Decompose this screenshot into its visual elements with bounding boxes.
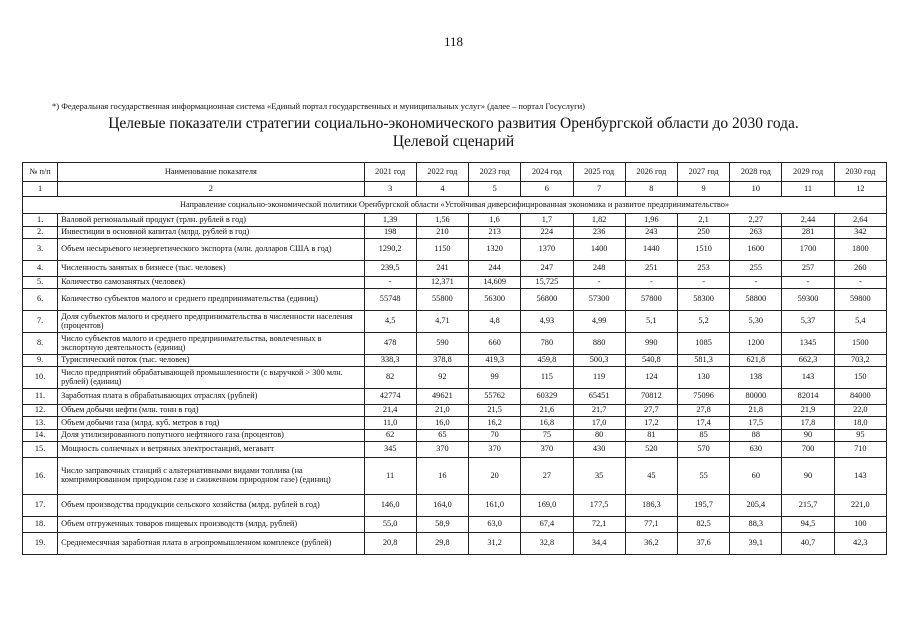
- column-number: 12: [834, 182, 886, 197]
- indicator-value: 82014: [782, 389, 834, 405]
- indicator-value: 213: [469, 227, 521, 239]
- indicator-value: 16,0: [416, 417, 468, 430]
- indicator-value: 31,2: [469, 533, 521, 555]
- column-number: 10: [730, 182, 782, 197]
- indicator-name: Число заправочных станций с альтернативными видами топлива (на компримированном природном газе и сжиженном природном газе) (единиц): [58, 458, 364, 495]
- table-row: [23, 289, 887, 311]
- column-number: 4: [416, 182, 468, 197]
- indicator-value: 75096: [677, 389, 729, 405]
- section-row: [23, 197, 887, 214]
- indicator-value: 67,4: [521, 517, 573, 533]
- indicator-value: 18,0: [834, 417, 886, 430]
- indicator-name: Количество субъектов малого и среднего предпринимательства (единиц): [58, 289, 364, 311]
- indicator-value: 143: [782, 367, 834, 389]
- indicator-value: 169,0: [521, 495, 573, 517]
- header-cell: 2030 год: [834, 163, 886, 182]
- indicator-value: 186,3: [625, 495, 677, 517]
- indicator-value: 1,82: [573, 214, 625, 227]
- indicator-value: 22,0: [834, 405, 886, 417]
- indicator-value: 11: [364, 458, 416, 495]
- indicator-value: -: [730, 277, 782, 289]
- indicator-value: 281: [782, 227, 834, 239]
- row-number: 9.: [23, 355, 58, 367]
- table-row: [23, 430, 887, 442]
- row-number: 4.: [23, 261, 58, 277]
- table-row: [23, 239, 887, 261]
- indicator-value: 100: [834, 517, 886, 533]
- indicator-value: 345: [364, 442, 416, 458]
- table-row: [23, 277, 887, 289]
- indicator-name: Объем добычи газа (млрд. куб. метров в год): [58, 417, 364, 430]
- indicator-value: 58300: [677, 289, 729, 311]
- indicator-value: 57300: [573, 289, 625, 311]
- indicator-value: 430: [573, 442, 625, 458]
- indicator-value: 1085: [677, 333, 729, 355]
- indicator-value: 255: [730, 261, 782, 277]
- indicator-value: 60: [730, 458, 782, 495]
- indicator-value: 1440: [625, 239, 677, 261]
- indicator-value: 84000: [834, 389, 886, 405]
- indicator-value: 146,0: [364, 495, 416, 517]
- indicator-value: 42,3: [834, 533, 886, 555]
- indicator-value: 75: [521, 430, 573, 442]
- indicator-value: 17,2: [625, 417, 677, 430]
- indicator-value: 5,1: [625, 311, 677, 333]
- indicator-value: 700: [782, 442, 834, 458]
- indicator-value: 59800: [834, 289, 886, 311]
- table-row: [23, 227, 887, 239]
- indicator-name: Мощность солнечных и ветряных электростанций, мегаватт: [58, 442, 364, 458]
- indicator-value: 63,0: [469, 517, 521, 533]
- indicator-value: 29,8: [416, 533, 468, 555]
- indicator-value: 35: [573, 458, 625, 495]
- indicator-value: 65451: [573, 389, 625, 405]
- indicator-value: 62: [364, 430, 416, 442]
- table-row: [23, 495, 887, 517]
- row-number: 1.: [23, 214, 58, 227]
- header-cell: 2025 год: [573, 163, 625, 182]
- indicator-value: 21,5: [469, 405, 521, 417]
- indicator-value: 247: [521, 261, 573, 277]
- indicator-value: 42774: [364, 389, 416, 405]
- indicator-value: 150: [834, 367, 886, 389]
- header-cell: 2022 год: [416, 163, 468, 182]
- indicator-value: 27,8: [677, 405, 729, 417]
- indicator-value: 37,6: [677, 533, 729, 555]
- indicator-value: 581,3: [677, 355, 729, 367]
- header-cell: Наименование показателя: [58, 163, 364, 182]
- indicator-value: -: [677, 277, 729, 289]
- indicator-value: 260: [834, 261, 886, 277]
- indicator-value: 55748: [364, 289, 416, 311]
- column-number: 5: [469, 182, 521, 197]
- indicator-value: 478: [364, 333, 416, 355]
- row-number: 16.: [23, 458, 58, 495]
- column-number: 3: [364, 182, 416, 197]
- indicator-name: Число субъектов малого и среднего предпринимательства, вовлеченных в экспортную деятельность (единиц): [58, 333, 364, 355]
- indicator-name: Объем производства продукции сельского хозяйства (млрд. рублей в год): [58, 495, 364, 517]
- indicator-value: 59300: [782, 289, 834, 311]
- indicator-value: 459,8: [521, 355, 573, 367]
- indicator-value: 161,0: [469, 495, 521, 517]
- indicator-value: 5,2: [677, 311, 729, 333]
- indicator-value: 40,7: [782, 533, 834, 555]
- indicator-value: 338,3: [364, 355, 416, 367]
- indicator-value: 370: [521, 442, 573, 458]
- indicator-value: 56300: [469, 289, 521, 311]
- header-cell: 2029 год: [782, 163, 834, 182]
- indicator-value: 55762: [469, 389, 521, 405]
- indicator-value: 99: [469, 367, 521, 389]
- indicator-value: 92: [416, 367, 468, 389]
- table-row: [23, 442, 887, 458]
- indicator-value: 85: [677, 430, 729, 442]
- indicator-value: 4,71: [416, 311, 468, 333]
- indicator-value: 236: [573, 227, 625, 239]
- indicator-value: 17,5: [730, 417, 782, 430]
- indicator-value: 55,0: [364, 517, 416, 533]
- indicator-value: 1200: [730, 333, 782, 355]
- indicator-value: 4,99: [573, 311, 625, 333]
- title-line-1: Целевые показатели стратегии социально-экономического развития Оренбургской области до 2030 года.: [108, 115, 799, 132]
- indicator-name: Туристический поток (тыс. человек): [58, 355, 364, 367]
- indicator-value: 244: [469, 261, 521, 277]
- indicator-value: 11,0: [364, 417, 416, 430]
- table-row: [23, 367, 887, 389]
- page-number: 118: [443, 34, 464, 49]
- indicator-value: 221,0: [834, 495, 886, 517]
- indicator-value: -: [625, 277, 677, 289]
- row-number: 11.: [23, 389, 58, 405]
- header-cell: № п/п: [23, 163, 58, 182]
- column-number: 9: [677, 182, 729, 197]
- indicator-value: -: [782, 277, 834, 289]
- indicator-value: 21,6: [521, 405, 573, 417]
- indicator-value: 82: [364, 367, 416, 389]
- header-cell: 2028 год: [730, 163, 782, 182]
- indicator-value: 215,7: [782, 495, 834, 517]
- indicator-value: 39,1: [730, 533, 782, 555]
- indicator-value: 56800: [521, 289, 573, 311]
- header-cell: 2027 год: [677, 163, 729, 182]
- indicator-value: 703,2: [834, 355, 886, 367]
- table-row: [23, 533, 887, 555]
- indicator-value: 124: [625, 367, 677, 389]
- indicator-name: Объем отгруженных товаров пищевых производств (млрд. рублей): [58, 517, 364, 533]
- indicator-value: 5,30: [730, 311, 782, 333]
- column-number: 6: [521, 182, 573, 197]
- indicator-value: 55800: [416, 289, 468, 311]
- indicator-name: Инвестиции в основной капитал (млрд. рублей в год): [58, 227, 364, 239]
- row-number: 12.: [23, 405, 58, 417]
- row-number: 15.: [23, 442, 58, 458]
- indicator-value: -: [834, 277, 886, 289]
- row-number: 2.: [23, 227, 58, 239]
- indicator-value: 65: [416, 430, 468, 442]
- table-row: [23, 333, 887, 355]
- table-row: [23, 355, 887, 367]
- indicator-value: -: [364, 277, 416, 289]
- header-row: [23, 163, 887, 182]
- indicator-value: 82,5: [677, 517, 729, 533]
- indicator-value: 630: [730, 442, 782, 458]
- indicator-value: 49621: [416, 389, 468, 405]
- indicator-value: 16,2: [469, 417, 521, 430]
- indicator-value: 419,3: [469, 355, 521, 367]
- indicator-value: 257: [782, 261, 834, 277]
- indicator-value: 1320: [469, 239, 521, 261]
- indicator-value: 27,7: [625, 405, 677, 417]
- indicator-value: 1,7: [521, 214, 573, 227]
- footnote: *) Федеральная государственная информационная система «Единый портал государственных и муниципальных услуг» (далее – портал Госуслуги): [52, 101, 585, 111]
- indicator-value: 210: [416, 227, 468, 239]
- indicator-value: 1600: [730, 239, 782, 261]
- indicator-value: 58800: [730, 289, 782, 311]
- indicator-value: 119: [573, 367, 625, 389]
- indicator-value: 1370: [521, 239, 573, 261]
- header-cell: 2021 год: [364, 163, 416, 182]
- header-cell: 2024 год: [521, 163, 573, 182]
- indicator-value: 370: [416, 442, 468, 458]
- indicator-value: 621,8: [730, 355, 782, 367]
- indicator-value: 239,5: [364, 261, 416, 277]
- indicator-value: 20: [469, 458, 521, 495]
- indicator-value: 1,39: [364, 214, 416, 227]
- indicator-value: 130: [677, 367, 729, 389]
- indicator-value: 2,27: [730, 214, 782, 227]
- column-number-row: [23, 182, 887, 197]
- indicator-value: 4,8: [469, 311, 521, 333]
- indicator-value: 177,5: [573, 495, 625, 517]
- indicator-value: 2,44: [782, 214, 834, 227]
- indicator-value: 500,3: [573, 355, 625, 367]
- indicator-value: 540,8: [625, 355, 677, 367]
- indicator-value: 21,8: [730, 405, 782, 417]
- indicator-value: 1800: [834, 239, 886, 261]
- table-row: [23, 311, 887, 333]
- indicator-value: 72,1: [573, 517, 625, 533]
- indicator-name: Среднемесячная заработная плата в агропромышленном комплексе (рублей): [58, 533, 364, 555]
- indicator-value: 570: [677, 442, 729, 458]
- indicator-value: 57800: [625, 289, 677, 311]
- indicator-value: 90: [782, 458, 834, 495]
- indicator-value: 16,8: [521, 417, 573, 430]
- indicator-value: 90: [782, 430, 834, 442]
- indicator-value: 660: [469, 333, 521, 355]
- indicator-value: 55: [677, 458, 729, 495]
- indicator-value: 224: [521, 227, 573, 239]
- indicator-value: 5,37: [782, 311, 834, 333]
- indicator-value: 45: [625, 458, 677, 495]
- indicator-value: 14,609: [469, 277, 521, 289]
- row-number: 13.: [23, 417, 58, 430]
- indicator-value: 248: [573, 261, 625, 277]
- indicator-value: 70: [469, 430, 521, 442]
- indicator-name: Численность занятых в бизнесе (тыс. человек): [58, 261, 364, 277]
- indicator-value: -: [573, 277, 625, 289]
- table-row: [23, 389, 887, 405]
- indicator-value: 21,0: [416, 405, 468, 417]
- indicator-value: 198: [364, 227, 416, 239]
- indicator-name: Число предприятий обрабатывающей промышленности (с выручкой > 300 млн. рублей) (единиц): [58, 367, 364, 389]
- indicator-value: 20,8: [364, 533, 416, 555]
- indicator-value: 164,0: [416, 495, 468, 517]
- indicator-value: 1,6: [469, 214, 521, 227]
- indicator-value: 94,5: [782, 517, 834, 533]
- indicator-value: 80000: [730, 389, 782, 405]
- indicator-value: 115: [521, 367, 573, 389]
- indicator-name: Количество самозанятых (человек): [58, 277, 364, 289]
- indicator-value: 251: [625, 261, 677, 277]
- indicator-value: 243: [625, 227, 677, 239]
- indicator-value: 520: [625, 442, 677, 458]
- indicator-value: 1700: [782, 239, 834, 261]
- indicator-value: 21,9: [782, 405, 834, 417]
- indicator-value: 263: [730, 227, 782, 239]
- indicator-value: 241: [416, 261, 468, 277]
- indicator-value: 662,3: [782, 355, 834, 367]
- indicator-value: 70812: [625, 389, 677, 405]
- indicator-value: 21,4: [364, 405, 416, 417]
- indicator-value: 95: [834, 430, 886, 442]
- row-number: 5.: [23, 277, 58, 289]
- table-row: [23, 405, 887, 417]
- indicator-value: 143: [834, 458, 886, 495]
- indicator-value: 32,8: [521, 533, 573, 555]
- indicator-value: 12,371: [416, 277, 468, 289]
- indicator-value: 253: [677, 261, 729, 277]
- indicator-value: 710: [834, 442, 886, 458]
- indicator-name: Заработная плата в обрабатывающих отраслях (рублей): [58, 389, 364, 405]
- section-title: Направление социально-экономической политики Оренбургской области «Устойчивая диверсифицированная экономика и развитое предпринимательство»: [23, 197, 887, 214]
- column-number: 11: [782, 182, 834, 197]
- indicator-value: 342: [834, 227, 886, 239]
- table-row: [23, 458, 887, 495]
- indicator-value: 1500: [834, 333, 886, 355]
- indicator-value: 2,1: [677, 214, 729, 227]
- indicator-value: 205,4: [730, 495, 782, 517]
- indicator-value: 1400: [573, 239, 625, 261]
- indicator-value: 88,3: [730, 517, 782, 533]
- indicator-name: Объем добычи нефти (млн. тонн в год): [58, 405, 364, 417]
- indicator-value: 1345: [782, 333, 834, 355]
- row-number: 8.: [23, 333, 58, 355]
- indicator-value: 1,96: [625, 214, 677, 227]
- indicator-value: 378,8: [416, 355, 468, 367]
- indicator-value: 1150: [416, 239, 468, 261]
- column-number: 8: [625, 182, 677, 197]
- indicator-value: 27: [521, 458, 573, 495]
- column-number: 2: [58, 182, 364, 197]
- indicator-value: 15,725: [521, 277, 573, 289]
- indicator-value: 88: [730, 430, 782, 442]
- table-row: [23, 261, 887, 277]
- row-number: 10.: [23, 367, 58, 389]
- indicator-value: 2,64: [834, 214, 886, 227]
- row-number: 17.: [23, 495, 58, 517]
- indicator-value: 880: [573, 333, 625, 355]
- indicator-value: 17,8: [782, 417, 834, 430]
- indicator-value: 17,4: [677, 417, 729, 430]
- indicator-value: 780: [521, 333, 573, 355]
- indicator-value: 60329: [521, 389, 573, 405]
- indicator-value: 17,0: [573, 417, 625, 430]
- header-cell: 2026 год: [625, 163, 677, 182]
- document-title: [0, 115, 907, 151]
- header-cell: 2023 год: [469, 163, 521, 182]
- indicator-value: 4,93: [521, 311, 573, 333]
- indicator-value: 1290,2: [364, 239, 416, 261]
- indicator-value: 990: [625, 333, 677, 355]
- table-row: [23, 417, 887, 430]
- indicator-value: 34,4: [573, 533, 625, 555]
- indicator-name: Доля утилизированного попутного нефтяного газа (процентов): [58, 430, 364, 442]
- row-number: 18.: [23, 517, 58, 533]
- indicator-value: 1,56: [416, 214, 468, 227]
- row-number: 19.: [23, 533, 58, 555]
- indicator-value: 195,7: [677, 495, 729, 517]
- indicator-value: 590: [416, 333, 468, 355]
- indicator-value: 250: [677, 227, 729, 239]
- indicator-value: 80: [573, 430, 625, 442]
- table-row: [23, 214, 887, 227]
- table-row: [23, 517, 887, 533]
- row-number: 3.: [23, 239, 58, 261]
- indicator-value: 58,9: [416, 517, 468, 533]
- indicator-value: 36,2: [625, 533, 677, 555]
- indicator-value: 77,1: [625, 517, 677, 533]
- indicators-table: [22, 162, 887, 555]
- row-number: 6.: [23, 289, 58, 311]
- title-line-2: Целевой сценарий: [392, 133, 515, 150]
- row-number: 7.: [23, 311, 58, 333]
- indicator-name: Доля субъектов малого и среднего предпринимательства в численности населения (процентов): [58, 311, 364, 333]
- column-number: 1: [23, 182, 58, 197]
- column-number: 7: [573, 182, 625, 197]
- indicator-value: 81: [625, 430, 677, 442]
- row-number: 14.: [23, 430, 58, 442]
- indicator-value: 16: [416, 458, 468, 495]
- indicator-value: 1510: [677, 239, 729, 261]
- indicator-value: 21,7: [573, 405, 625, 417]
- indicator-value: 5,4: [834, 311, 886, 333]
- indicator-name: Валовой региональный продукт (трлн. рублей в год): [58, 214, 364, 227]
- indicator-value: 138: [730, 367, 782, 389]
- indicator-value: 4,5: [364, 311, 416, 333]
- indicator-name: Объем несырьевого неэнергетического экспорта (млн. долларов США в год): [58, 239, 364, 261]
- indicator-value: 370: [469, 442, 521, 458]
